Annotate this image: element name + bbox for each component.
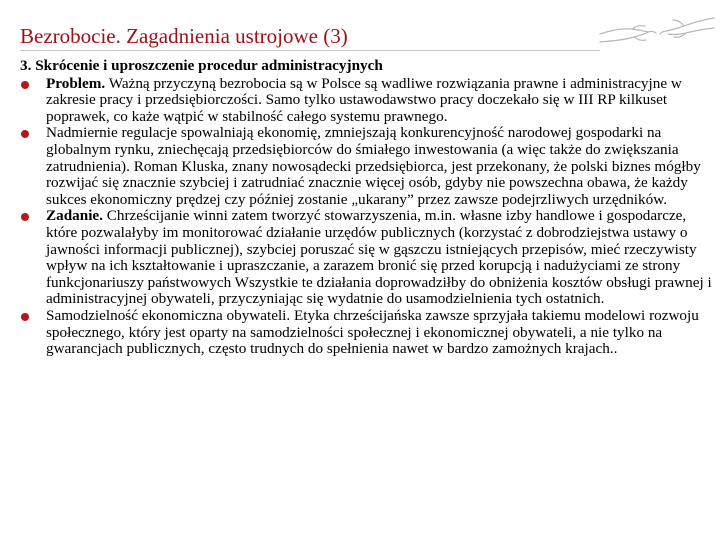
bullet-text: Samodzielność ekonomiczna obywateli. Etyka chrześcijańska zawsze sprzyjała takiemu modelowi rozwoju społecznego, który jest oparty na samodzielności społecznej i ekonomicznej obywateli, a nie tylko na gwarancjach publicznych, często trudnych do spełnienia nawet w bardzo zamożnych krajach.. <box>46 306 699 358</box>
bullet-text: Ważną przyczyną bezrobocia są w Polsce są wadliwe rozwiązania prawne i administracyjne w zakresie pracy i przedsiębiorczości. Samo tylko ustawodawstwo pracy doczekało się w III RP kilkuset poprawek, co każe wątpić w stabilność całego systemu prawnego. <box>46 74 682 125</box>
bullet-dot-icon <box>21 130 29 138</box>
bullet-item-regulations <box>20 125 714 208</box>
bullet-dot-icon <box>21 313 29 321</box>
section-heading: 3. Skrócenie i uproszczenie procedur administracyjnych <box>20 57 383 74</box>
slide-body <box>20 58 714 358</box>
bullet-dot-icon <box>21 213 29 221</box>
slide-title: Bezrobocie. Zagadnienia ustrojowe (3) <box>20 24 348 48</box>
creation-of-adam-hands-logo-icon <box>598 4 716 60</box>
bullet-dot-icon <box>21 81 29 89</box>
bullet-text: Nadmiernie regulacje spowalniają ekonomię, zmniejszają konkurencyjność narodowej gospodarki na globalnym rynku, zniechęcają przedsiębiorców do śmiałego inwestowania (a więc także do zwiększania zatrudnienia). Roman Kluska, znany nowosądecki przedsiębiorca, jest przekonany, że polski biznes mógłby rozwijać się znacznie szybciej i zatrudniać znacznie więcej osób, gdyby nie powszechna obawa, że każdy sukces ekonomiczny prędzej czy później zostanie „ukarany” przez zawsze podejrzliwych urzędników. <box>46 124 701 208</box>
bullet-lead: Problem. <box>46 74 106 92</box>
bullet-item-problem <box>20 76 714 126</box>
bullet-item-independence <box>20 308 714 358</box>
bullet-list <box>20 76 714 358</box>
title-divider <box>20 50 600 51</box>
bullet-text: Chrześcijanie winni zatem tworzyć stowarzyszenia, m.in. własne izby handlowe i gospodarcze, które pozwalałyby im monitorować działanie urzędów publicznych (korzystać z dobrodziejstwa ustawy o jawności informacji publicznej), szybciej poruszać się w gąszczu istniejących przepisów, mieć rzeczywisty wpływ na ich kształtowanie i upraszczanie, a zarazem bronić się przed korupcją i nadużyciami ze strony funkcjonariuszy państwowych Wszystkie te działania doprowadziłby do obniżenia kosztów obsługi prawnej i administracyjnej obywateli, przyczyniając się wydatnie do usamodzielnienia tych ostatnich. <box>46 207 712 308</box>
bullet-item-task <box>20 208 714 308</box>
bullet-lead: Zadanie. <box>46 207 103 225</box>
